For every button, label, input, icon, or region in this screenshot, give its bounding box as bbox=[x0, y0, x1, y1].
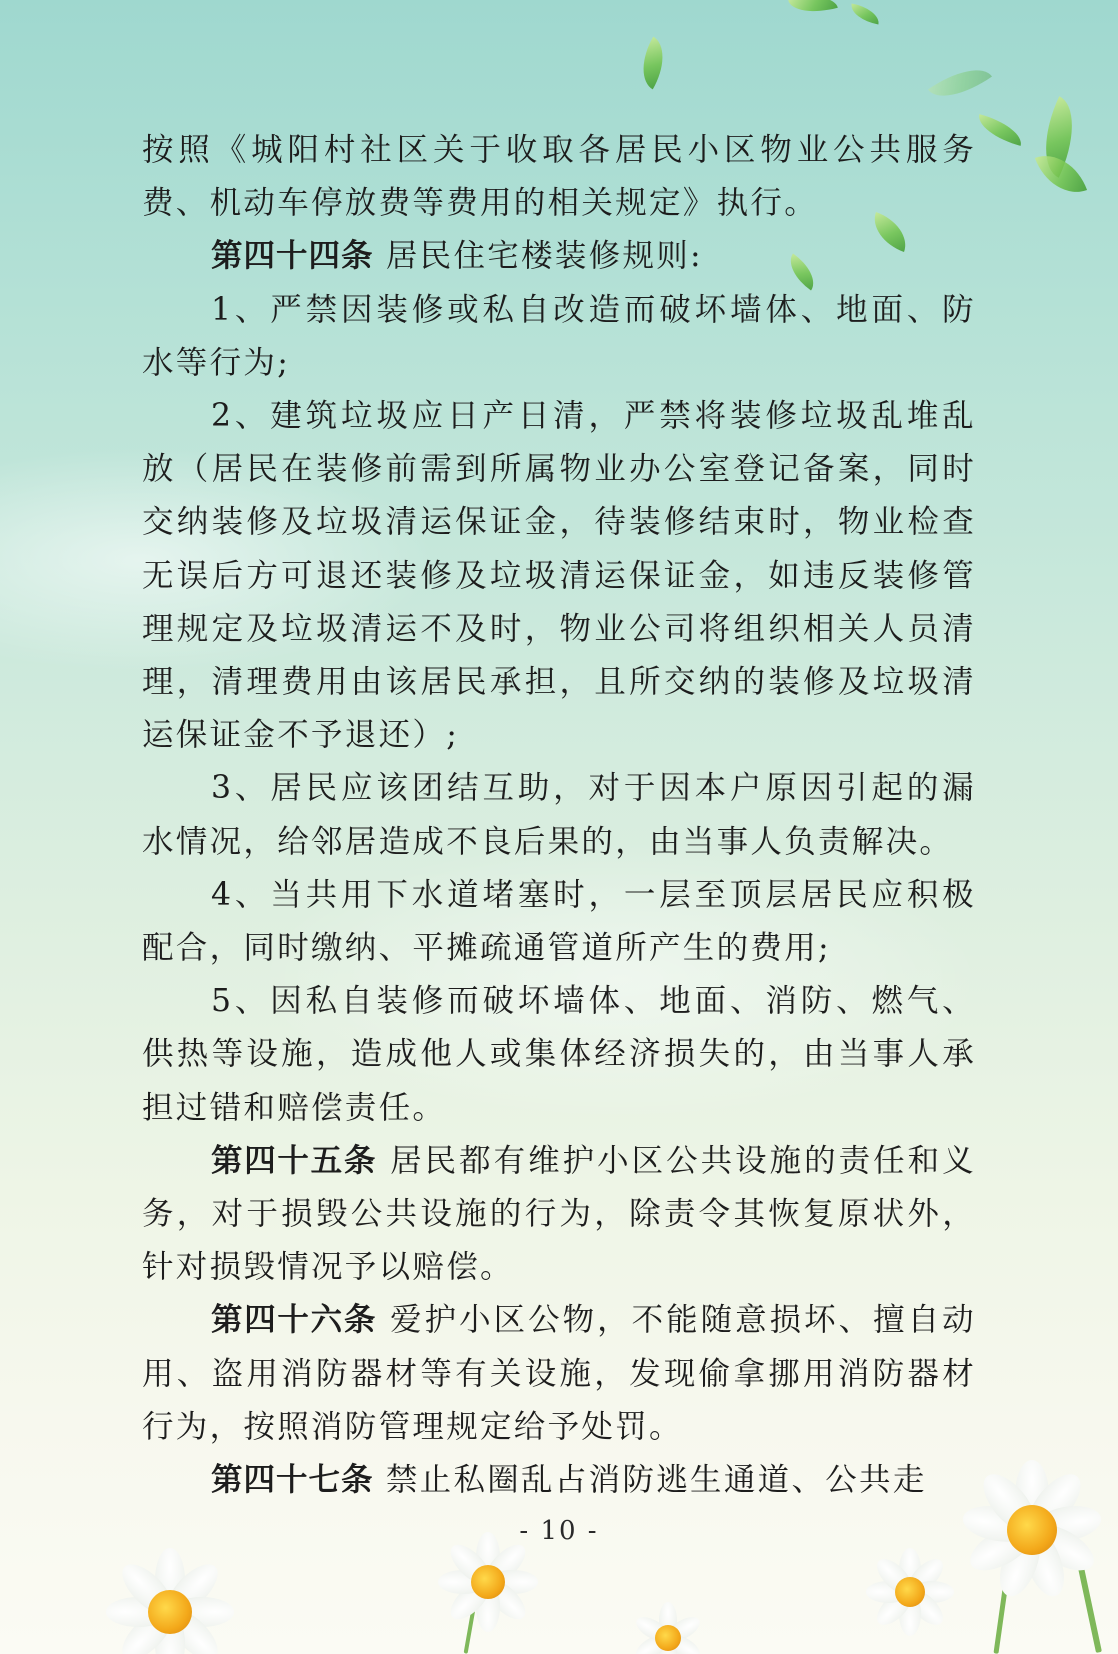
paragraph bbox=[142, 1294, 976, 1454]
paragraph-text: 4、当共用下水道堵塞时，一层至顶层居民应积极配合，同时缴纳、平摊疏通管道所产生的费用; bbox=[142, 876, 976, 967]
paragraph bbox=[142, 762, 976, 868]
article-heading: 第四十五条 bbox=[211, 1142, 378, 1179]
article-heading: 第四十七条 bbox=[211, 1462, 374, 1499]
paragraph bbox=[142, 284, 976, 390]
paragraph-text: 爱护小区公物，不能随意损坏、擅自动用、盗用消防器材等有关设施，发现偷拿挪用消防器材行为，按照消防管理规定给予处罚。 bbox=[142, 1302, 976, 1445]
paragraph bbox=[142, 124, 976, 230]
paragraph bbox=[142, 1454, 976, 1507]
leaf-icon bbox=[928, 55, 992, 111]
paragraph-text: 3、居民应该团结互助，对于因本户原因引起的漏水情况，给邻居造成不良后果的，由当事人负责解决。 bbox=[142, 770, 976, 860]
leaf-icon bbox=[788, 0, 838, 20]
paragraph-text: 居民住宅楼装修规则: bbox=[385, 238, 703, 275]
article-heading: 第四十四条 bbox=[211, 238, 374, 275]
paragraph-text: 5、因私自装修而破坏墙体、地面、消防、燃气、供热等设施，造成他人或集体经济损失的，由当事人承担过错和赔偿责任。 bbox=[142, 983, 976, 1126]
leaf-icon bbox=[849, 4, 881, 25]
paragraph bbox=[142, 975, 976, 1135]
body-text bbox=[142, 124, 976, 1507]
paragraph-text: 禁止私圈乱占消防逃生通道、公共走 bbox=[385, 1462, 927, 1499]
page-number: - 10 - bbox=[519, 1516, 599, 1546]
article-heading: 第四十六条 bbox=[211, 1302, 378, 1339]
paragraph bbox=[142, 230, 976, 283]
leaf-icon bbox=[630, 37, 676, 90]
leaf-icon bbox=[974, 114, 1026, 146]
paragraph-text: 2、建筑垃圾应日产日清，严禁将装修垃圾乱堆乱放（居民在装修前需到所属物业办公室登记备案，同时交纳装修及垃圾清运保证金，待装修结束时，物业检查无误后方可退还装修及垃圾清运保证金，如违反装修管理规定及垃圾清运不及时，物业公司将组织相关人员清理，清理费用由该居民承担，且所交纳的装修及垃圾清运保证金不予退还）; bbox=[142, 398, 976, 754]
paragraph-text: 按照《城阳村社区关于收取各居民小区物业公共服务费、机动车停放费等费用的相关规定》执行。 bbox=[142, 132, 976, 222]
paragraph bbox=[142, 869, 976, 975]
paragraph bbox=[142, 1135, 976, 1295]
paragraph-text: 1、严禁因装修或私自改造而破坏墙体、地面、防水等行为; bbox=[142, 291, 976, 381]
paragraph-text: 居民都有维护小区公共设施的责任和义务，对于损毁公共设施的行为，除责令其恢复原状外，针对损毁情况予以赔偿。 bbox=[142, 1142, 976, 1286]
paragraph bbox=[142, 390, 976, 762]
